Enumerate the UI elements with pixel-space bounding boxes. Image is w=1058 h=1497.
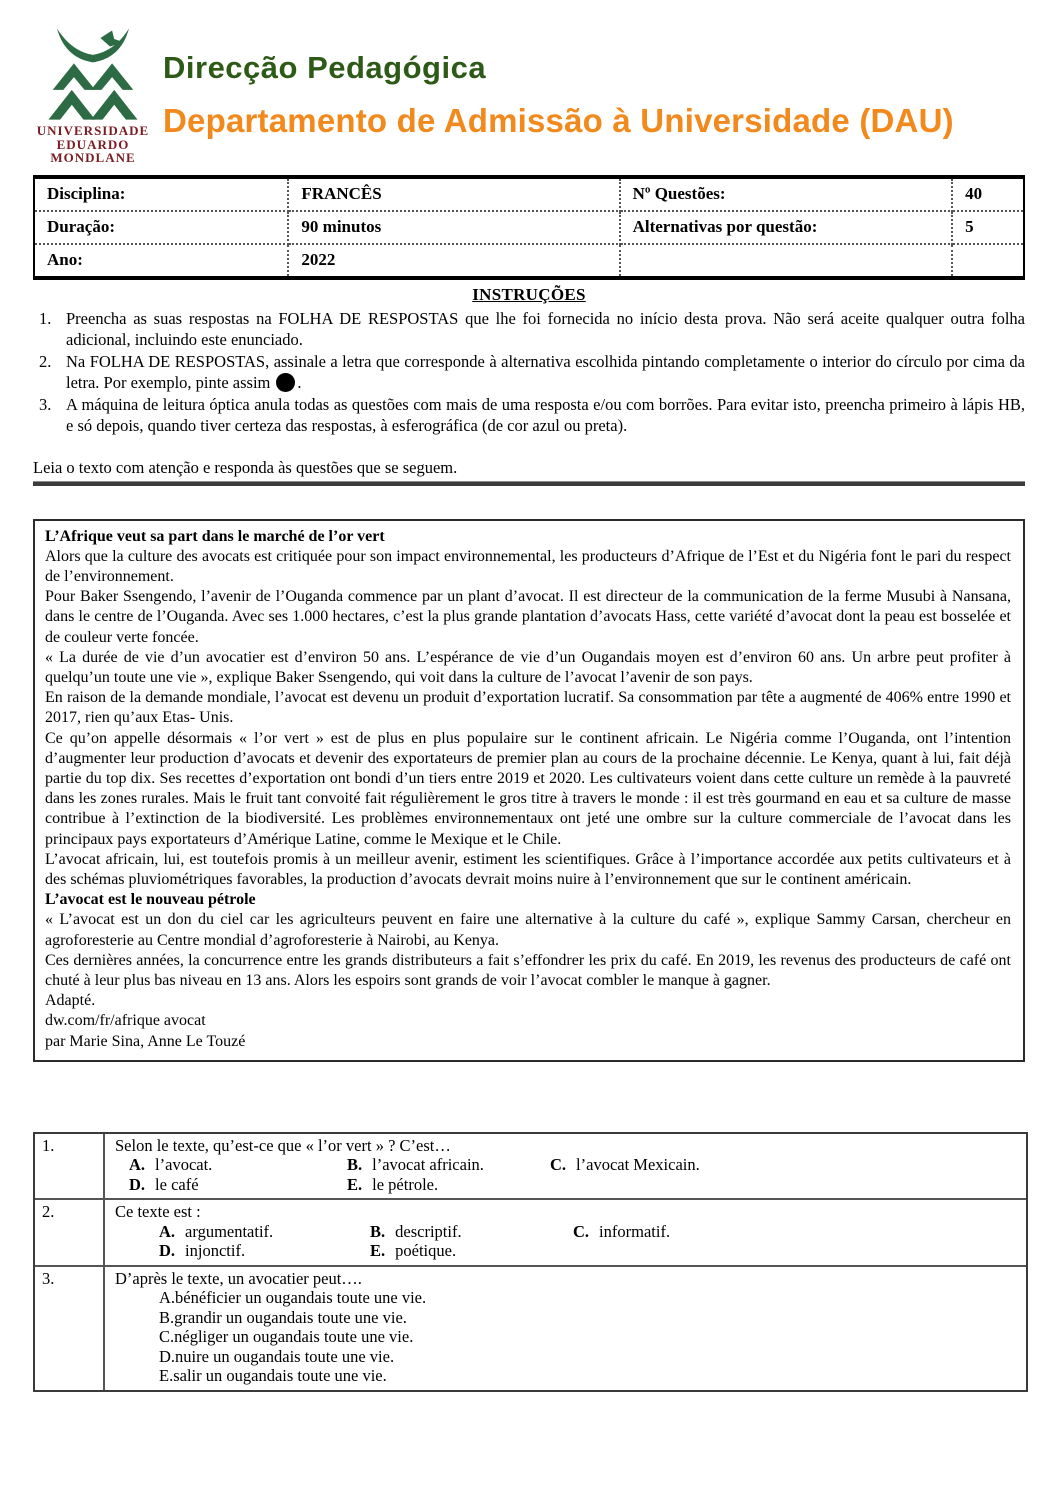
option-letter: A. <box>129 1155 146 1175</box>
option-text: l’avocat Mexicain. <box>576 1155 700 1175</box>
exam-info-table <box>33 175 1025 280</box>
option-text: salir un ougandais toute une vie. <box>173 1366 387 1386</box>
option-a <box>159 1288 1018 1308</box>
option-letter: C. <box>550 1155 567 1175</box>
instruction-text-before-circle: Na FOLHA DE RESPOSTAS, assinale a letra que corresponde à alternativa escolhida pintando completamente o interior do círculo por cima da letra. Por exemplo, pinte assim <box>66 351 1025 392</box>
passage-paragraph: « L’avocat est un don du ciel car les agriculteurs peuvent en faire une alternative à la culture du café », explique Sammy Carsan, chercheur en agroforesterie au Centre mondial d’agroforesterie à Nairobi, au Kenya. <box>45 911 1011 949</box>
question-row-3 <box>35 1267 1026 1390</box>
passage-paragraph: Ces dernières années, la concurrence entre les grands distributeurs a fait s’effondrer les prix du café. En 2019, les revenus des producteurs de café ont chuté à leur plus bas niveau en 13 ans. Alors les espoirs sont grands de voir l’avocat combler le manque à gagner. <box>45 951 1011 989</box>
option-letter: D. <box>159 1241 176 1261</box>
filled-circle-example-icon <box>276 373 295 392</box>
header <box>33 26 1025 165</box>
option-text: nuire un ougandais toute une vie. <box>175 1346 395 1366</box>
num-questoes-value: 40 <box>952 177 1024 211</box>
university-name-line: MONDLANE <box>50 150 136 165</box>
passage-subtitle: L’avocat est le nouveau pétrole <box>45 891 256 909</box>
option-letter: E. <box>370 1241 386 1261</box>
duracao-label: Duração: <box>34 211 288 244</box>
option-letter: B. <box>159 1307 175 1327</box>
instruction-item-1 <box>33 308 1025 350</box>
option-a <box>159 1222 370 1242</box>
disciplina-value: FRANCÊS <box>288 177 619 211</box>
question-text: Selon le texte, qu’est-ce que « l’or vert » ? C’est… <box>115 1135 451 1155</box>
empty-cell <box>952 244 1024 278</box>
option-text: le café <box>155 1174 199 1194</box>
passage-source-adapted: Adapté. <box>45 992 96 1010</box>
option-letter: E. <box>159 1366 174 1386</box>
instruction-item-2 <box>33 351 1025 393</box>
passage-authors: par Marie Sina, Anne Le Touzé <box>45 1032 246 1050</box>
passage-source-url: dw.com/fr/afrique avocat <box>45 1012 206 1030</box>
horizontal-divider <box>33 481 1025 486</box>
option-c <box>159 1327 1018 1347</box>
option-text: grandir un ougandais toute une vie. <box>174 1307 407 1327</box>
question-row-1 <box>35 1134 1026 1201</box>
question-number: 1. <box>35 1134 105 1199</box>
question-number: 2. <box>35 1200 105 1265</box>
dau-title: Departamento de Admissão à Universidade (DAU) <box>163 102 954 139</box>
university-name-line: UNIVERSIDADE <box>36 123 150 138</box>
info-row-disciplina <box>34 177 1024 211</box>
alternativas-value: 5 <box>952 211 1024 244</box>
instruction-number: 2. <box>39 351 52 371</box>
passage-title: L’Afrique veut sa part dans le marché de l’or vert <box>45 527 385 545</box>
options-row <box>159 1222 1018 1242</box>
passage-paragraph: Alors que la culture des avocats est critiquée pour son impact environnemental, les producteurs d’Afrique de l’Est et du Nigéria font le pari du respect de l’environnement. <box>45 547 1011 585</box>
option-text: le pétrole. <box>372 1174 439 1194</box>
passage-paragraph: L’avocat africain, lui, est toutefois promis à un meilleur avenir, estiment les scientifiques. Grâce à l’importance accordée aux petits cultivateurs et à des schémas pluviométriques favorables, la production d’avocats devrait moins nuire à l’environnement que sur le continent américain. <box>45 850 1011 888</box>
question-body <box>105 1134 1026 1199</box>
num-questoes-label: Nº Questões: <box>620 177 953 211</box>
read-text-note: Leia o texto com atenção e responda às questões que se seguem. <box>33 457 458 477</box>
direccao-pedagogica-title: Direcção Pedagógica <box>163 50 487 85</box>
question-body <box>105 1267 1026 1390</box>
instruction-number: 1. <box>39 308 52 328</box>
info-row-duracao <box>34 211 1024 244</box>
option-e <box>370 1241 456 1261</box>
option-b <box>370 1222 573 1242</box>
instructions-list <box>33 308 1025 436</box>
passage-paragraph: Pour Baker Ssengendo, l’avenir de l’Ouganda commence par un plant d’avocat. Il est directeur de la communication de la ferme Musubi à Nansana, dans le centre de l’Ouganda. Avec ses 1.000 hectares, c’est la plus grande plantation d’avocats Hass, cette variété d’avocat dont la peau est bosselée et de couleur verte foncée. <box>45 588 1011 646</box>
question-text: D’après le texte, un avocatier peut…. <box>115 1268 362 1288</box>
questions-table <box>33 1132 1028 1392</box>
instruction-text: A máquina de leitura óptica anula todas as questões com mais de uma resposta e/ou com borrões. Para evitar isto, preencha primeiro à lápis HB, e só depois, quando tiver certeza das respostas, à esferográfica (de cor azul ou preta). <box>66 394 1025 435</box>
options-row <box>129 1155 1018 1175</box>
option-letter: B. <box>370 1221 386 1241</box>
instruction-text: Preencha as suas respostas na FOLHA DE RESPOSTAS que lhe foi fornecida no início desta prova. Não será aceite qualquer outra folha adicional, incluindo este enunciado. <box>66 308 1025 349</box>
option-d <box>159 1347 1018 1367</box>
instruction-text-after-circle: . <box>297 372 302 392</box>
reading-passage-box <box>33 519 1025 1062</box>
option-text: bénéficier un ougandais toute une vie. <box>175 1288 427 1308</box>
info-row-ano <box>34 244 1024 278</box>
option-b <box>159 1308 1018 1328</box>
option-c <box>573 1222 670 1242</box>
option-e <box>347 1175 438 1195</box>
university-logo <box>33 26 153 165</box>
options-row <box>159 1241 1018 1261</box>
option-text: l’avocat. <box>155 1155 213 1175</box>
option-d <box>159 1241 370 1261</box>
option-letter: E. <box>347 1174 363 1194</box>
alternativas-label: Alternativas por questão: <box>620 211 953 244</box>
passage-paragraph: « La durée de vie d’un avocatier est d’environ 50 ans. L’espérance de vie d’un Ougandais moyen est d’environ 60 ans. Un arbre peut profiter à quelqu’un toute une vie », explique Baker Ssengendo, qui voit dans la culture de l’avocat l’avenir de son pays. <box>45 648 1011 686</box>
option-text: négliger un ougandais toute une vie. <box>174 1327 414 1347</box>
option-text: argumentatif. <box>185 1221 274 1241</box>
option-text: l’avocat africain. <box>372 1155 484 1175</box>
option-text: poétique. <box>395 1241 457 1261</box>
question-number: 3. <box>35 1267 105 1390</box>
empty-cell <box>620 244 953 278</box>
option-d <box>129 1175 347 1195</box>
duracao-value: 90 minutos <box>288 211 619 244</box>
instruction-number: 3. <box>39 394 52 414</box>
option-a <box>129 1155 347 1175</box>
option-e <box>159 1366 1018 1386</box>
option-c <box>550 1155 700 1175</box>
uem-emblem-icon <box>40 28 146 120</box>
question-row-2 <box>35 1200 1026 1267</box>
question-body <box>105 1200 1026 1265</box>
instruction-item-3 <box>33 394 1025 436</box>
ano-label: Ano: <box>34 244 288 278</box>
option-b <box>347 1155 550 1175</box>
question-text: Ce texte est : <box>115 1202 201 1222</box>
instruction-text <box>66 351 1025 393</box>
option-letter: B. <box>347 1155 363 1175</box>
option-letter: A. <box>159 1221 176 1241</box>
university-name-line: EDUARDO <box>56 136 130 152</box>
option-text: informatif. <box>599 1221 671 1241</box>
option-text: descriptif. <box>395 1221 462 1241</box>
ano-value: 2022 <box>288 244 619 278</box>
option-letter: A. <box>159 1288 176 1308</box>
header-titles <box>163 26 954 140</box>
option-letter: C. <box>159 1327 175 1347</box>
options-row <box>129 1175 1018 1195</box>
passage-paragraph: En raison de la demande mondiale, l’avocat est devenu un produit d’exportation lucratif. Sa consommation par tête a augmenté de 406% entre 1990 et 2017, rien qu’aux Etas- Unis. <box>45 689 1011 727</box>
option-letter: D. <box>159 1346 176 1366</box>
option-letter: D. <box>129 1174 146 1194</box>
option-text: injonctif. <box>185 1241 246 1261</box>
instructions-title: INSTRUÇÕES <box>472 284 586 304</box>
option-letter: C. <box>573 1221 590 1241</box>
disciplina-label: Disciplina: <box>34 177 288 211</box>
passage-paragraph: Ce qu’on appelle désormais « l’or vert » est de plus en plus populaire sur le continent africain. Le Nigéria comme l’Ouganda, ont l’intention d’augmenter leur production d’avocats et devenir des exportateurs de premier plan au cours de la prochaine décennie. Le Kenya, quant à lui, fait déjà partie du top dix. Ses recettes d’exportation ont bondi d’un tiers entre 2019 et 2020. Les cultivateurs voient dans cette culture un remède à la pauvreté dans les zones rurales. Mais le fruit tant convoité fait régulièrement le gros titre à travers le monde : il est très gourmand en eau et sa culture de masse contribue à l’extinction de la biodiversité. Les problèmes environnementaux ont jeté une ombre sur la culture commerciale de l’avocat dans les principaux pays exportateurs d’Amérique Latine, comme le Mexique et le Chile. <box>45 729 1011 848</box>
university-name <box>33 124 153 165</box>
